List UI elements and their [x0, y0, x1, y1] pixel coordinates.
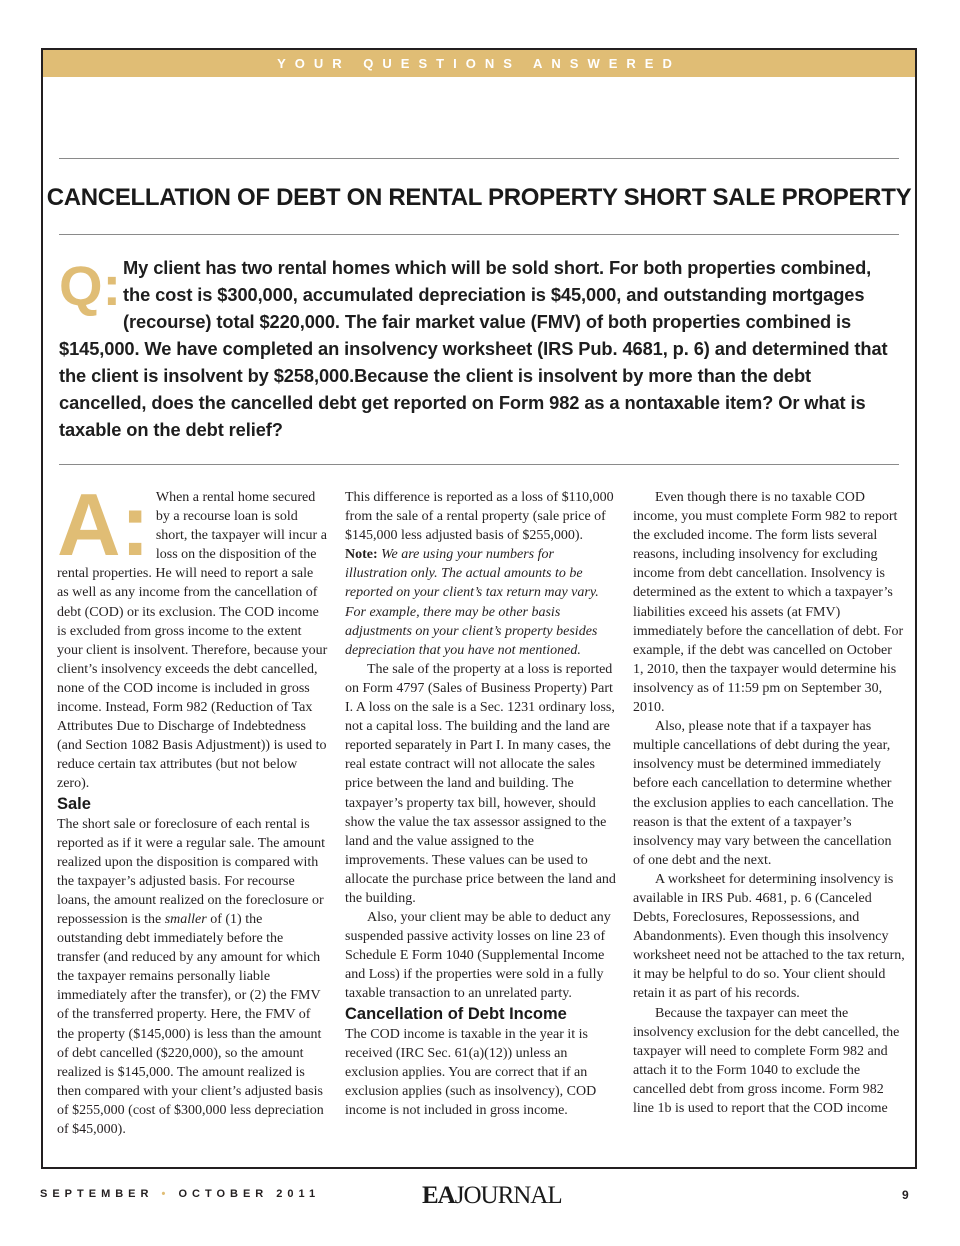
- insolvency-exclusion-paragraph: Because the taxpayer can meet the insolvency exclusion for the debt cancelled, the taxpayer will need to complete Form 982 and attach it to the Form 1040 to exclude the cancelled debt from gross income. Form 982 line 1b is used to report that the COD income: [633, 1005, 900, 1116]
- sale-paragraph: The short sale or foreclosure of each rental is reported as if it were a regular sale. The amount realized upon the disposition is compared with the taxpayer’s adjusted basis. For recourse loans, the amount realized on the foreclosure or repossession is the smaller of (1) the outstanding debt immediately before the transfer (and reduced by any amount for which the taxpayer remains personally liable immediately after the transfer), or (2) the FMV of the transferred property. Here, the FMV of the property ($145,000) is less than the amount of debt cancelled ($220,000), so the amount realized is $145,000. The amount realized is then compared with your client’s adjusted basis of $255,000 (cost of $300,000 less depreciation of $45,000).: [57, 816, 325, 1137]
- question-mark: Q:: [59, 254, 122, 317]
- rule-question: [59, 464, 899, 465]
- page-number: 9: [902, 1188, 909, 1202]
- answer-intro: When a rental home secured by a recourse loan is sold short, the taxpayer will incur a loss on the disposition of the rental properties. He will need to report a sale as well as any income from the cancellation of debt (COD) or its exclusion. The COD income is excluded from gross income to the extent your client is insolvent. Therefore, because your client’s insolvency exceeds the debt cancelled, none of the COD income is included in gross income. Instead, Form 982 (Reduction of Tax Attributes Due to Discharge of Indebtedness (and Section 1082 Basis Adjustment)) is used to reduce certain tax attributes (but not below zero).: [57, 490, 328, 792]
- note-block: Note: We are using your numbers for illustration only. The actual amounts to be reported on your client’s tax return may vary. For example, there may be other basis adjustments on your client’s property besides depreciation that you have not mentioned.: [345, 547, 599, 658]
- multiple-cancellations-paragraph: Also, please note that if a taxpayer has multiple cancellations of debt during the year, insolvency must be determined immediately before each cancellation to determine whether the exclusion applies to each cancellation. The reason is that the extent of a taxpayer’s insolvency may vary between the cancellation of one debt and the next.: [633, 719, 894, 868]
- cod-heading: Cancellation of Debt Income: [345, 1004, 567, 1023]
- cod-paragraph: The COD income is taxable in the year it is received (IRC Sec. 61(a)(12)) unless an exclusion applies. You are correct that if an exclusion applies (such as insolvency), COD income is not included in gross income.: [345, 1026, 597, 1118]
- question-block: [59, 254, 895, 443]
- column-3: [633, 488, 905, 1118]
- article-title: CANCELLATION OF DEBT ON RENTAL PROPERTY SHORT SALE PROPERTY: [46, 184, 912, 211]
- question-text: My client has two rental homes which will be sold short. For both properties combined, the cost is $300,000, accumulated depreciation is $45,000, and outstanding mortgages (recourse) total $220,000. The fair market value (FMV) of both properties combined is $145,000. We have completed an insolvency worksheet (IRS Pub. 4681, p. 6) and determined that the client is insolvent by $258,000.Because the client is insolvent by more than the debt cancelled, does the cancelled debt get reported on Form 982 as a nontaxable item? Or what is taxable on the debt relief?: [59, 257, 888, 440]
- worksheet-paragraph: A worksheet for determining insolvency is available in IRS Pub. 4681, p. 6 (Canceled Debts, Foreclosures, Repossessions, and Abandonments). Even though this insolvency worksheet need not be attached to the tax return, it may be helpful to do so. Your client should retain it as part of his records.: [633, 871, 905, 1002]
- column-1: [57, 475, 328, 1139]
- form-4797-paragraph: The sale of the property at a loss is reported on Form 4797 (Sales of Business Property) Part I. A loss on the sale is a Sec. 1231 ordinary loss, not a capital loss. The building and the land are reported separately in Part I. In many cases, the real estate contract will not allocate the sales price between the land and building. The taxpayer’s property tax bill, however, should show the value the tax assessor assigned to the land and the value assigned to the improvements. These values can be used to allocate the purchase price between the land and the building.: [345, 661, 616, 906]
- rule-title: [59, 234, 899, 235]
- journal-logo: EAJOURNAL: [422, 1182, 562, 1209]
- sale-heading: Sale: [57, 794, 91, 813]
- section-banner: YOUR QUESTIONS ANSWERED: [43, 50, 915, 77]
- rule-top: [59, 158, 899, 159]
- loss-paragraph: This difference is reported as a loss of $110,000 from the sale of a rental property (sale price of $145,000 less adjusted basis of $255,000).: [345, 490, 614, 544]
- issue-date: SEPTEMBER • OCTOBER 2011: [40, 1188, 321, 1200]
- form-982-paragraph: Even though there is no taxable COD income, you must complete Form 982 to report the excluded income. The form lists several reasons, including insolvency for excluding income from debt cancellation. Insolvency is determined as the extent to which a taxpayer’s liabilities exceed his assets (at FMV) immediately before the cancellation of debt. For example, if the debt was cancelled on October 1, 2010, then the taxpayer would determine his insolvency as of 11:59 pm on September 30, 2010.: [633, 490, 904, 716]
- passive-loss-paragraph: Also, your client may be able to deduct any suspended passive activity losses on line 23 of Schedule E Form 1040 (Supplemental Income and Loss) if the properties were sold in a fully taxable transaction to an unrelated party.: [345, 910, 611, 1002]
- article-frame: [41, 48, 917, 1169]
- answer-mark: A:: [57, 475, 150, 574]
- column-2: [345, 488, 617, 1120]
